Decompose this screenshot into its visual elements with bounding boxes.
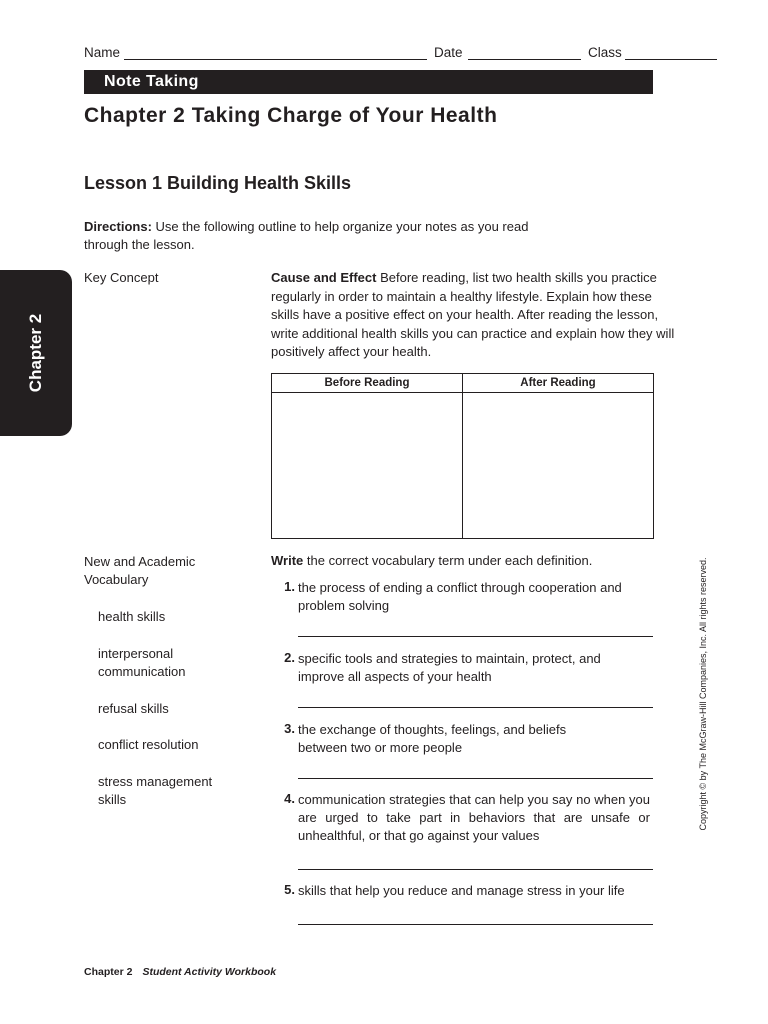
definition-number: 1. [284, 579, 295, 594]
directions-text: Use the following outline to help organize your notes as you read through the lesson. [84, 219, 529, 252]
class-line[interactable] [625, 59, 717, 60]
vocab-instruction [271, 553, 592, 568]
definition-text: skills that help you reduce and manage stress in your life [298, 883, 625, 898]
vocab-term: refusal skills [98, 701, 169, 716]
vocab-term: conflict resolution [98, 737, 199, 752]
chapter-side-tab [0, 270, 72, 436]
answer-line[interactable] [298, 869, 653, 870]
vocab-instruction-rest: the correct vocabulary term under each definition. [306, 553, 593, 568]
definition-text: communication strategies that can help you say no when you are urged to take part in behaviors that are unsafe or unhealthful, or that go against your values [298, 792, 650, 843]
vocab-instruction-bold: Write [271, 553, 304, 568]
before-reading-cell[interactable] [272, 393, 463, 539]
banner-label: Note Taking [104, 73, 199, 90]
copyright-notice: Copyright © by The McGraw-Hill Companies, Inc. All rights reserved. [698, 557, 708, 831]
definition-number: 4. [284, 791, 295, 806]
page-footer [84, 966, 276, 978]
key-concept-label: Key Concept [84, 270, 159, 285]
footer-chapter: Chapter 2 [84, 966, 133, 978]
date-line[interactable] [468, 59, 581, 60]
note-taking-banner [84, 70, 653, 94]
directions [84, 218, 554, 254]
answer-line[interactable] [298, 636, 653, 637]
answer-line[interactable] [298, 707, 653, 708]
vocabulary-label-line2: Vocabulary [84, 572, 149, 587]
after-reading-header: After Reading [463, 374, 654, 393]
definition-text: the process of ending a conflict through cooperation and problem solving [298, 580, 622, 613]
vocabulary-label-line1: New and Academic [84, 554, 196, 569]
before-reading-header: Before Reading [272, 374, 463, 393]
vocabulary-label [84, 553, 195, 589]
side-tab-label: Chapter 2 [26, 313, 45, 393]
cause-effect-text [271, 269, 681, 362]
cause-effect-body: Before reading, list two health skills you practice regularly in order to maintain a healthy lifestyle. Explain how these skills have a positive effect on your health. After reading the lesson, write additional health skills you can practice and explain how they will positively affect your health. [271, 270, 675, 359]
definition-number: 3. [284, 721, 295, 736]
answer-line[interactable] [298, 924, 653, 925]
definition-number: 5. [284, 882, 295, 897]
lesson-title: Lesson 1 Building Health Skills [84, 173, 352, 193]
directions-label: Directions: [84, 219, 152, 234]
definition-number: 2. [284, 650, 295, 665]
definition-text: the exchange of thoughts, feelings, and beliefs between two or more people [298, 722, 567, 755]
before-after-table [271, 373, 654, 539]
name-label: Name [84, 45, 121, 60]
cause-effect-heading: Cause and Effect [271, 270, 377, 285]
answer-line[interactable] [298, 778, 653, 779]
name-line[interactable] [124, 59, 427, 60]
vocab-term: interpersonal communication [98, 646, 186, 679]
vocab-term: stress management skills [98, 774, 213, 807]
definition-text: specific tools and strategies to maintain, protect, and improve all aspects of your health [298, 651, 601, 684]
footer-workbook: Student Activity Workbook [142, 966, 277, 978]
date-label: Date [434, 45, 463, 60]
chapter-title: Chapter 2 Taking Charge of Your Health [84, 104, 498, 127]
vocab-term: health skills [98, 609, 166, 624]
class-label: Class [588, 45, 622, 60]
after-reading-cell[interactable] [463, 393, 654, 539]
